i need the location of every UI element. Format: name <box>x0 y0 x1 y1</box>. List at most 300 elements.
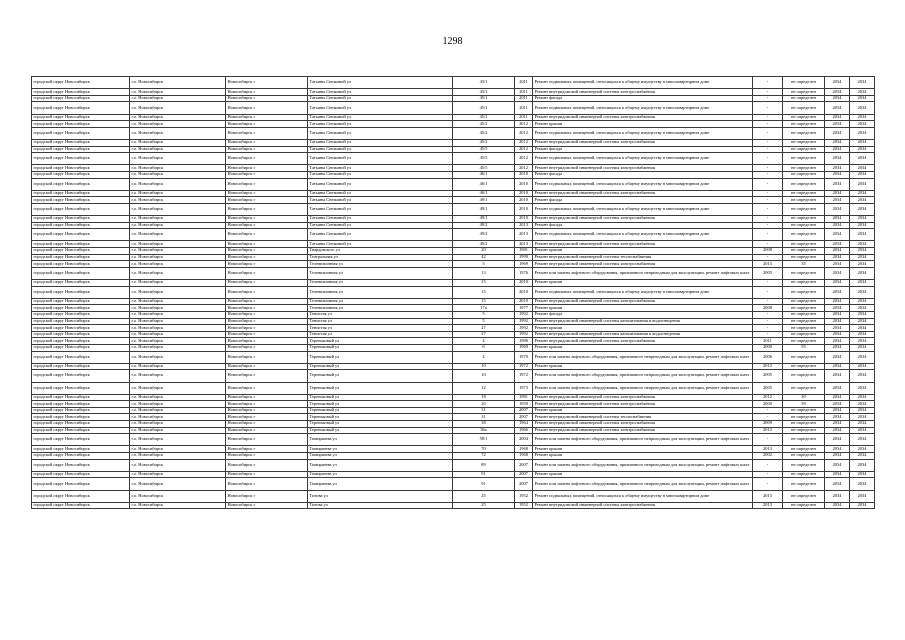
cell-plan-start-year: 2034 <box>825 331 850 338</box>
cell-street: Татьяны Снежиной ул <box>308 203 453 215</box>
cell-build-year: 1999 <box>515 254 533 261</box>
cell-build-year: 2007 <box>515 478 533 490</box>
cell-city: Новосибирск г <box>226 414 308 421</box>
cell-build-year: 2007 <box>515 414 533 421</box>
cell-city: Новосибирск г <box>226 197 308 204</box>
cell-house-number: 43/1 <box>453 89 515 96</box>
cell-build-year: 2007 <box>515 407 533 414</box>
cell-house-number: 45/2 <box>453 127 515 139</box>
cell-city: Новосибирск г <box>226 229 308 241</box>
cell-plan-start-year: 2034 <box>825 241 850 248</box>
cell-street: Театральная ул <box>308 254 453 261</box>
cell-municipality: городской округ Новосибирск <box>32 190 130 197</box>
cell-work-type: Ремонт внутридомовой инженерной системы электроснабжения <box>533 190 753 197</box>
cell-work-type: Ремонт внутридомовой инженерной системы электроснабжения <box>533 298 753 305</box>
cell-city: Новосибирск г <box>226 305 308 312</box>
cell-build-year: 2010 <box>515 298 533 305</box>
cell-build-year: 2010 <box>515 171 533 178</box>
cell-wear-percent: не определен <box>783 178 825 190</box>
cell-house-number: 25 <box>453 502 515 509</box>
cell-street: Татьяны Снежиной ул <box>308 114 453 121</box>
cell-work-type: Ремонт внутридомовой инженерной системы электроснабжения <box>533 216 753 223</box>
cell-plan-start-year: 2034 <box>825 171 850 178</box>
cell-house-number: 49/2 <box>453 222 515 229</box>
table-row <box>32 178 875 190</box>
cell-work-type: Ремонт внутридомовой инженерной системы электроснабжения <box>533 165 753 172</box>
cell-district: г.о. Новосибирск <box>130 165 226 172</box>
cell-build-year: 1969 <box>515 261 533 268</box>
cell-municipality: городской округ Новосибирск <box>32 203 130 215</box>
cell-house-number: 49/1 <box>453 203 515 215</box>
cell-plan-end-year: 2034 <box>850 77 875 89</box>
cell-last-repair-year: - <box>753 139 783 146</box>
cell-house-number: 4 <box>453 351 515 363</box>
cell-district: г.о. Новосибирск <box>130 331 226 338</box>
cell-plan-end-year: 2034 <box>850 434 875 446</box>
cell-district: г.о. Новосибирск <box>130 153 226 165</box>
cell-last-repair-year: - <box>753 127 783 139</box>
cell-house-number: 15 <box>453 286 515 298</box>
cell-build-year: 1992 <box>515 331 533 338</box>
cell-last-repair-year: 2008 <box>753 248 783 255</box>
cell-municipality: городской округ Новосибирск <box>32 280 130 287</box>
table-row <box>32 478 875 490</box>
cell-wear-percent: не определен <box>783 370 825 382</box>
cell-municipality: городской округ Новосибирск <box>32 229 130 241</box>
cell-municipality: городской округ Новосибирск <box>32 197 130 204</box>
cell-plan-start-year: 2034 <box>825 102 850 114</box>
cell-last-repair-year: - <box>753 318 783 325</box>
cell-district: г.о. Новосибирск <box>130 89 226 96</box>
cell-house-number: 89 <box>453 459 515 471</box>
cell-house-number: 5 <box>453 318 515 325</box>
cell-house-number: 91 <box>453 471 515 478</box>
cell-plan-end-year: 2034 <box>850 394 875 401</box>
cell-work-type: Ремонт внутридомовой инженерной системы электроснабжения <box>533 139 753 146</box>
cell-municipality: городской округ Новосибирск <box>32 382 130 394</box>
table-row <box>32 325 875 332</box>
cell-last-repair-year: 2013 <box>753 261 783 268</box>
cell-house-number: 46/1 <box>453 171 515 178</box>
table-row <box>32 222 875 229</box>
cell-city: Новосибирск г <box>226 434 308 446</box>
cell-municipality: городской округ Новосибирск <box>32 146 130 153</box>
cell-city: Новосибирск г <box>226 370 308 382</box>
cell-build-year: 1992 <box>515 311 533 318</box>
cell-district: г.о. Новосибирск <box>130 344 226 351</box>
cell-district: г.о. Новосибирск <box>130 248 226 255</box>
cell-work-type: Ремонт подвальных помещений, относящихся к общему имуществу в многоквартирном доме <box>533 490 753 502</box>
table-row <box>32 370 875 382</box>
cell-district: г.о. Новосибирск <box>130 434 226 446</box>
cell-last-repair-year: 2013 <box>753 446 783 453</box>
cell-street: Тенистая ул <box>308 331 453 338</box>
cell-municipality: городской округ Новосибирск <box>32 311 130 318</box>
cell-plan-end-year: 2034 <box>850 351 875 363</box>
cell-district: г.о. Новосибирск <box>130 280 226 287</box>
cell-plan-start-year: 2034 <box>825 95 850 102</box>
cell-build-year: 2010 <box>515 280 533 287</box>
cell-plan-start-year: 2034 <box>825 178 850 190</box>
cell-municipality: городской округ Новосибирск <box>32 267 130 279</box>
cell-municipality: городской округ Новосибирск <box>32 89 130 96</box>
cell-city: Новосибирск г <box>226 178 308 190</box>
cell-last-repair-year: - <box>753 222 783 229</box>
cell-work-type: Ремонт внутридомовой инженерной системы канализования и водоотведения <box>533 331 753 338</box>
cell-district: г.о. Новосибирск <box>130 190 226 197</box>
cell-work-type: Ремонт или замена лифтового оборудования, признанного непригодным для эксплуатации, ремонт лифтовых шахт <box>533 382 753 394</box>
cell-district: г.о. Новосибирск <box>130 318 226 325</box>
table-row <box>32 407 875 414</box>
cell-house-number: 72 <box>453 453 515 460</box>
cell-plan-end-year: 2034 <box>850 261 875 268</box>
cell-city: Новосибирск г <box>226 318 308 325</box>
cell-house-number: 43/1 <box>453 77 515 89</box>
cell-plan-end-year: 2034 <box>850 502 875 509</box>
cell-wear-percent: не определен <box>783 502 825 509</box>
cell-municipality: городской округ Новосибирск <box>32 459 130 471</box>
cell-work-type: Ремонт подвальных помещений, относящихся к общему имуществу в многоквартирном доме <box>533 178 753 190</box>
cell-build-year: 1981 <box>515 248 533 255</box>
cell-municipality: городской округ Новосибирск <box>32 318 130 325</box>
cell-plan-end-year: 2034 <box>850 121 875 128</box>
table-row <box>32 490 875 502</box>
cell-plan-start-year: 2034 <box>825 401 850 408</box>
cell-city: Новосибирск г <box>226 165 308 172</box>
repair-registry-table <box>31 76 875 509</box>
cell-last-repair-year: - <box>753 298 783 305</box>
cell-city: Новосибирск г <box>226 286 308 298</box>
cell-street: Тереньковый ул <box>308 351 453 363</box>
cell-plan-end-year: 2034 <box>850 453 875 460</box>
cell-wear-percent: 35 <box>783 261 825 268</box>
cell-last-repair-year: 2005 <box>753 382 783 394</box>
cell-plan-end-year: 2034 <box>850 471 875 478</box>
cell-wear-percent: не определен <box>783 427 825 434</box>
cell-plan-start-year: 2034 <box>825 216 850 223</box>
cell-build-year: 2010 <box>515 216 533 223</box>
cell-plan-start-year: 2034 <box>825 127 850 139</box>
cell-municipality: городской округ Новосибирск <box>32 434 130 446</box>
cell-build-year: 1977 <box>515 305 533 312</box>
cell-plan-end-year: 2034 <box>850 89 875 96</box>
cell-work-type: Ремонт внутридомовой инженерной системы теплоснабжения <box>533 414 753 421</box>
table-row <box>32 127 875 139</box>
cell-plan-start-year: 2034 <box>825 325 850 332</box>
cell-street: Телевизионная ул <box>308 261 453 268</box>
cell-district: г.о. Новосибирск <box>130 502 226 509</box>
cell-build-year: 1986 <box>515 338 533 345</box>
cell-street: Телевизионная ул <box>308 305 453 312</box>
cell-house-number: 27 <box>453 331 515 338</box>
table-row <box>32 280 875 287</box>
cell-plan-end-year: 2034 <box>850 446 875 453</box>
cell-work-type: Ремонт крыши <box>533 280 753 287</box>
cell-plan-start-year: 2034 <box>825 382 850 394</box>
cell-work-type: Ремонт или замена лифтового оборудования, признанного непригодным для эксплуатации, ремонт лифтовых шахт <box>533 351 753 363</box>
cell-municipality: городской округ Новосибирск <box>32 121 130 128</box>
cell-work-type: Ремонт внутридомовой инженерной системы электроснабжения <box>533 114 753 121</box>
cell-district: г.о. Новосибирск <box>130 261 226 268</box>
cell-street: Телевизионная ул <box>308 267 453 279</box>
cell-district: г.о. Новосибирск <box>130 370 226 382</box>
cell-build-year: 2007 <box>515 459 533 471</box>
cell-municipality: городской округ Новосибирск <box>32 325 130 332</box>
cell-plan-end-year: 2034 <box>850 248 875 255</box>
table-body <box>32 77 875 509</box>
cell-city: Новосибирск г <box>226 401 308 408</box>
cell-wear-percent: не определен <box>783 363 825 370</box>
cell-city: Новосибирск г <box>226 311 308 318</box>
cell-plan-start-year: 2034 <box>825 490 850 502</box>
cell-wear-percent: не определен <box>783 286 825 298</box>
cell-last-repair-year: - <box>753 146 783 153</box>
cell-municipality: городской округ Новосибирск <box>32 394 130 401</box>
cell-last-repair-year: - <box>753 197 783 204</box>
cell-work-type: Ремонт внутридомовой инженерной системы электроснабжения <box>533 89 753 96</box>
cell-work-type: Ремонт фасада <box>533 197 753 204</box>
table-row <box>32 453 875 460</box>
cell-plan-start-year: 2034 <box>825 190 850 197</box>
cell-plan-start-year: 2034 <box>825 222 850 229</box>
cell-plan-end-year: 2034 <box>850 305 875 312</box>
cell-street: Телевизионная ул <box>308 280 453 287</box>
cell-city: Новосибирск г <box>226 146 308 153</box>
cell-plan-start-year: 2034 <box>825 446 850 453</box>
cell-wear-percent: не определен <box>783 241 825 248</box>
cell-street: Татьяны Снежиной ул <box>308 153 453 165</box>
cell-plan-start-year: 2034 <box>825 165 850 172</box>
cell-district: г.о. Новосибирск <box>130 171 226 178</box>
cell-house-number: 45/2 <box>453 139 515 146</box>
cell-street: Тереньковый ул <box>308 427 453 434</box>
cell-plan-end-year: 2034 <box>850 382 875 394</box>
cell-plan-start-year: 2034 <box>825 414 850 421</box>
cell-street: Тереньковый ул <box>308 382 453 394</box>
cell-last-repair-year: 2008 <box>753 305 783 312</box>
cell-wear-percent: не определен <box>783 338 825 345</box>
table-row <box>32 248 875 255</box>
cell-city: Новосибирск г <box>226 267 308 279</box>
cell-district: г.о. Новосибирск <box>130 203 226 215</box>
cell-district: г.о. Новосибирск <box>130 267 226 279</box>
cell-wear-percent: не определен <box>783 77 825 89</box>
cell-build-year: 2012 <box>515 139 533 146</box>
cell-work-type: Ремонт внутридомовой инженерной системы канализования и водоотведения <box>533 318 753 325</box>
cell-street: Телевизионная ул <box>308 286 453 298</box>
cell-build-year: 2010 <box>515 190 533 197</box>
cell-house-number: 45/5 <box>453 153 515 165</box>
cell-city: Новосибирск г <box>226 280 308 287</box>
cell-last-repair-year: - <box>753 178 783 190</box>
cell-plan-end-year: 2034 <box>850 229 875 241</box>
cell-municipality: городской округ Новосибирск <box>32 338 130 345</box>
cell-house-number: 42 <box>453 254 515 261</box>
cell-plan-end-year: 2034 <box>850 331 875 338</box>
cell-plan-end-year: 2034 <box>850 401 875 408</box>
cell-plan-end-year: 2034 <box>850 298 875 305</box>
cell-district: г.о. Новосибирск <box>130 77 226 89</box>
cell-house-number: 10 <box>453 370 515 382</box>
cell-house-number: 38 <box>453 421 515 428</box>
cell-wear-percent: не определен <box>783 407 825 414</box>
cell-city: Новосибирск г <box>226 351 308 363</box>
cell-build-year: 2012 <box>515 153 533 165</box>
cell-work-type: Ремонт внутридомовой инженерной системы электроснабжения <box>533 502 753 509</box>
cell-last-repair-year: - <box>753 203 783 215</box>
cell-house-number: 15 <box>453 298 515 305</box>
cell-work-type: Ремонт крыши <box>533 363 753 370</box>
table-row <box>32 261 875 268</box>
cell-house-number: 12 <box>453 382 515 394</box>
cell-house-number: 49/2 <box>453 241 515 248</box>
cell-district: г.о. Новосибирск <box>130 305 226 312</box>
cell-city: Новосибирск г <box>226 471 308 478</box>
cell-last-repair-year: - <box>753 254 783 261</box>
cell-street: Татьяны Снежиной ул <box>308 102 453 114</box>
cell-wear-percent: не определен <box>783 127 825 139</box>
cell-district: г.о. Новосибирск <box>130 286 226 298</box>
table-row <box>32 363 875 370</box>
cell-work-type: Ремонт подвальных помещений, относящихся к общему имуществу в многоквартирном доме <box>533 203 753 215</box>
cell-work-type: Ремонт подвальных помещений, относящихся к общему имуществу в многоквартирном доме <box>533 102 753 114</box>
cell-district: г.о. Новосибирск <box>130 229 226 241</box>
cell-house-number: 17а <box>453 305 515 312</box>
cell-last-repair-year: - <box>753 241 783 248</box>
cell-wear-percent: не определен <box>783 311 825 318</box>
cell-street: Тереньковый ул <box>308 407 453 414</box>
table-row <box>32 89 875 96</box>
cell-district: г.о. Новосибирск <box>130 394 226 401</box>
cell-wear-percent: не определен <box>783 139 825 146</box>
cell-street: Твардовского ул <box>308 248 453 255</box>
cell-build-year: 2013 <box>515 229 533 241</box>
table-row <box>32 471 875 478</box>
cell-last-repair-year: 2005 <box>753 370 783 382</box>
cell-last-repair-year: - <box>753 280 783 287</box>
cell-build-year: 2013 <box>515 222 533 229</box>
cell-plan-end-year: 2034 <box>850 95 875 102</box>
cell-city: Новосибирск г <box>226 382 308 394</box>
cell-plan-start-year: 2034 <box>825 318 850 325</box>
cell-street: Тенистая ул <box>308 318 453 325</box>
cell-city: Новосибирск г <box>226 298 308 305</box>
cell-build-year: 2012 <box>515 165 533 172</box>
cell-municipality: городской округ Новосибирск <box>32 114 130 121</box>
cell-street: Тереньковый ул <box>308 414 453 421</box>
cell-last-repair-year: - <box>753 331 783 338</box>
cell-house-number: 20 <box>453 248 515 255</box>
cell-municipality: городской округ Новосибирск <box>32 471 130 478</box>
cell-city: Новосибирск г <box>226 127 308 139</box>
cell-plan-start-year: 2034 <box>825 229 850 241</box>
cell-last-repair-year: 2002 <box>753 453 783 460</box>
table-row <box>32 267 875 279</box>
cell-last-repair-year: - <box>753 286 783 298</box>
cell-build-year: 1966 <box>515 427 533 434</box>
cell-municipality: городской округ Новосибирск <box>32 165 130 172</box>
cell-last-repair-year: - <box>753 229 783 241</box>
cell-work-type: Ремонт крыши <box>533 248 753 255</box>
cell-street: Тереньковый ул <box>308 338 453 345</box>
cell-plan-end-year: 2034 <box>850 203 875 215</box>
cell-work-type: Ремонт внутридомовой инженерной системы электроснабжения <box>533 394 753 401</box>
cell-plan-end-year: 2034 <box>850 427 875 434</box>
cell-plan-end-year: 2034 <box>850 318 875 325</box>
cell-wear-percent: 55 <box>783 344 825 351</box>
table-row <box>32 216 875 223</box>
cell-street: Тереньковый ул <box>308 394 453 401</box>
cell-last-repair-year: - <box>753 459 783 471</box>
cell-work-type: Ремонт или замена лифтового оборудования, признанного непригодным для эксплуатации, ремонт лифтовых шахт <box>533 370 753 382</box>
table-row <box>32 286 875 298</box>
cell-last-repair-year: - <box>753 153 783 165</box>
cell-house-number: 10 <box>453 363 515 370</box>
cell-wear-percent: не определен <box>783 197 825 204</box>
cell-street: Татьяны Снежиной ул <box>308 171 453 178</box>
cell-plan-start-year: 2034 <box>825 261 850 268</box>
cell-plan-start-year: 2034 <box>825 453 850 460</box>
cell-district: г.о. Новосибирск <box>130 490 226 502</box>
cell-wear-percent: не определен <box>783 298 825 305</box>
cell-last-repair-year: - <box>753 102 783 114</box>
cell-municipality: городской округ Новосибирск <box>32 222 130 229</box>
cell-city: Новосибирск г <box>226 89 308 96</box>
cell-plan-start-year: 2034 <box>825 370 850 382</box>
cell-street: Татьяны Снежиной ул <box>308 178 453 190</box>
cell-work-type: Ремонт фасада <box>533 171 753 178</box>
cell-plan-start-year: 2034 <box>825 77 850 89</box>
cell-work-type: Ремонт подвальных помещений, относящихся к общему имуществу в многоквартирном доме <box>533 286 753 298</box>
cell-work-type: Ремонт или замена лифтового оборудования, признанного непригодным для эксплуатации, ремонт лифтовых шахт <box>533 459 753 471</box>
cell-build-year: 2012 <box>515 146 533 153</box>
cell-street: Тереньковый ул <box>308 421 453 428</box>
cell-last-repair-year: - <box>753 171 783 178</box>
cell-city: Новосибирск г <box>226 153 308 165</box>
cell-wear-percent: не определен <box>783 222 825 229</box>
table-row <box>32 427 875 434</box>
cell-plan-end-year: 2034 <box>850 102 875 114</box>
cell-municipality: городской округ Новосибирск <box>32 153 130 165</box>
table-row <box>32 414 875 421</box>
cell-street: Татьяны Снежиной ул <box>308 146 453 153</box>
cell-last-repair-year: - <box>753 407 783 414</box>
cell-plan-end-year: 2034 <box>850 139 875 146</box>
cell-wear-percent: не определен <box>783 459 825 471</box>
cell-work-type: Ремонт внутридомовой инженерной системы электроснабжения <box>533 261 753 268</box>
cell-plan-start-year: 2034 <box>825 305 850 312</box>
cell-last-repair-year: 2013 <box>753 502 783 509</box>
cell-house-number: 91 <box>453 478 515 490</box>
cell-wear-percent: не определен <box>783 102 825 114</box>
cell-street: Титова ул <box>308 502 453 509</box>
cell-municipality: городской округ Новосибирск <box>32 216 130 223</box>
cell-house-number: 45/5 <box>453 146 515 153</box>
cell-work-type: Ремонт фасада <box>533 95 753 102</box>
cell-street: Татьяны Снежиной ул <box>308 95 453 102</box>
cell-city: Новосибирск г <box>226 459 308 471</box>
cell-city: Новосибирск г <box>226 190 308 197</box>
cell-wear-percent: не определен <box>783 171 825 178</box>
cell-city: Новосибирск г <box>226 254 308 261</box>
cell-city: Новосибирск г <box>226 490 308 502</box>
table-row <box>32 446 875 453</box>
cell-district: г.о. Новосибирск <box>130 121 226 128</box>
cell-build-year: 2012 <box>515 127 533 139</box>
cell-work-type: Ремонт крыши <box>533 407 753 414</box>
cell-street: Тимирязева ул <box>308 446 453 453</box>
cell-plan-end-year: 2034 <box>850 127 875 139</box>
